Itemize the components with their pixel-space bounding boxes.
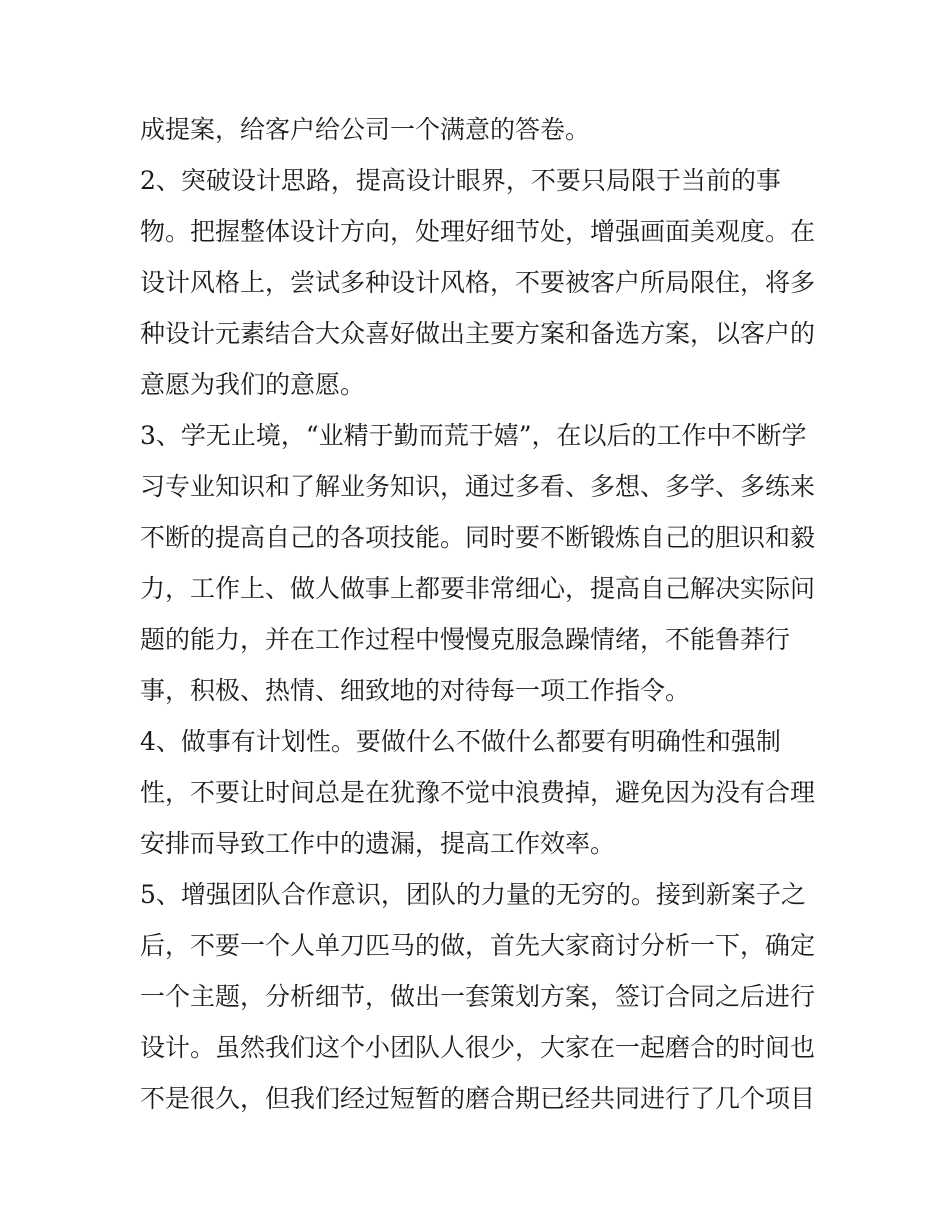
text-line: 题的能力，并在工作过程中慢慢克服急躁情绪，不能鲁莽行 xyxy=(140,625,791,654)
text-line: 事，积极、热情、细致地的对待每一项工作指令。 xyxy=(140,676,691,705)
text-line: 力，工作上、做人做事上都要非常细心，提高自己解决实际问 xyxy=(140,574,816,603)
text-line: 一个主题，分析细节，做出一套策划方案，签订合同之后进行 xyxy=(140,982,816,1011)
text-line: 物。把握整体设计方向，处理好细节处，增强画面美观度。在 xyxy=(140,217,816,246)
text-line: 不断的提高自己的各项技能。同时要不断锻炼自己的胆识和毅 xyxy=(140,523,816,552)
text-line: 安排而导致工作中的遗漏，提高工作效率。 xyxy=(140,829,616,858)
text-line: 性，不要让时间总是在犹豫不觉中浪费掉，避免因为没有合理 xyxy=(140,778,816,807)
text-line: 2、突破设计思路，提高设计眼界，不要只局限于当前的事 xyxy=(140,166,781,195)
text-line: 设计。虽然我们这个小团队人很少，大家在一起磨合的时间也 xyxy=(140,1033,816,1062)
text-line: 4、做事有计划性。要做什么不做什么都要有明确性和强制 xyxy=(140,727,781,756)
text-line: 习专业知识和了解业务知识，通过多看、多想、多学、多练来 xyxy=(140,472,816,501)
text-line: 不是很久，但我们经过短暂的磨合期已经共同进行了几个项目 xyxy=(140,1084,816,1113)
body-text xyxy=(140,104,820,1124)
text-line: 成提案，给客户给公司一个满意的答卷。 xyxy=(140,115,591,144)
text-line: 设计风格上，尝试多种设计风格，不要被客户所局限住，将多 xyxy=(140,268,816,297)
text-line: 后，不要一个人单刀匹马的做，首先大家商讨分析一下，确定 xyxy=(140,931,816,960)
text-line: 5、增强团队合作意识，团队的力量的无穷的。接到新案子之 xyxy=(140,880,806,909)
text-line: 3、学无止境，“业精于勤而荒于嬉”，在以后的工作中不断学 xyxy=(140,421,807,450)
text-line: 种设计元素结合大众喜好做出主要方案和备选方案，以客户的 xyxy=(140,319,816,348)
text-line: 意愿为我们的意愿。 xyxy=(140,370,366,399)
